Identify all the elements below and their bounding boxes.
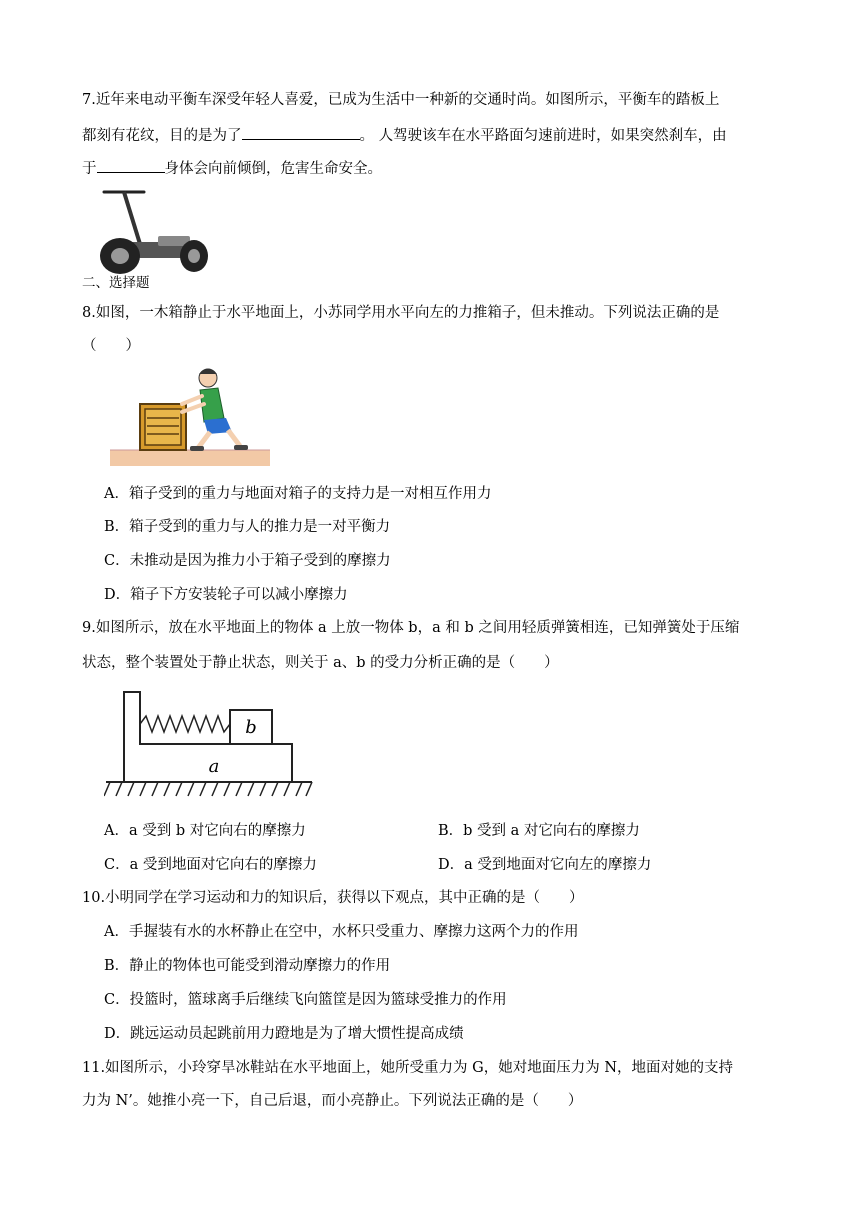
q10-option-b[interactable]: B．静止的物体也可能受到滑动摩擦力的作用 — [104, 958, 391, 974]
q9-line2: 状态，整个装置处于静止状态，则关于 a、b 的受力分析正确的是（ ） — [82, 655, 559, 671]
q9-line1: 9.如图所示，放在水平地面上的物体 a 上放一物体 b，a 和 b 之间用轻质弹簧相连，已知弹簧处于压缩 — [82, 620, 740, 636]
q8-option-b[interactable]: B．箱子受到的重力与人的推力是一对平衡力 — [104, 519, 391, 535]
q7-blank-1[interactable] — [242, 124, 360, 140]
q8-option-a[interactable]: A．箱子受到的重力与地面对箱子的支持力是一对相互作用力 — [104, 486, 492, 502]
boy-pushing-box-figure — [110, 366, 270, 470]
q8-line1: 8.如图，一木箱静止于水平地面上，小苏同学用水平向左的力推箱子，但未推动。下列说法正确的是 — [82, 305, 720, 321]
q11-line1: 11.如图所示，小玲穿旱冰鞋站在水平地面上，她所受重力为 G，她对地面压力为 N，地面对她的支持 — [82, 1060, 734, 1076]
spring-blocks-figure — [104, 688, 316, 800]
q10-option-d[interactable]: D．跳远运动员起跳前用力蹬地是为了增大惯性提高成绩 — [104, 1026, 464, 1042]
q9-option-c[interactable]: C．a 受到地面对它向右的摩擦力 — [104, 857, 317, 873]
q10-line1: 10.小明同学在学习运动和力的知识后，获得以下观点，其中正确的是（ ） — [82, 890, 584, 906]
q10-option-a[interactable]: A．手握装有水的水杯静止在空中，水杯只受重力、摩擦力这两个力的作用 — [104, 924, 579, 940]
q8-option-c[interactable]: C．未推动是因为推力小于箱子受到的摩擦力 — [104, 553, 391, 569]
q8-option-d[interactable]: D．箱子下方安装轮子可以减小摩擦力 — [104, 587, 348, 603]
q11-line2: 力为 N’。她推小亮一下，自己后退，而小亮静止。下列说法正确的是（ ） — [82, 1093, 583, 1109]
q7-line1: 7.近年来电动平衡车深受年轻人喜爱，已成为生活中一种新的交通时尚。如图所示，平衡车的踏板上 — [82, 92, 720, 108]
q9-option-a[interactable]: A．a 受到 b 对它向右的摩擦力 — [104, 823, 306, 839]
balance-scooter-figure — [98, 186, 210, 276]
q8-line2: （ ） — [82, 338, 140, 354]
q9-option-b[interactable]: B．b 受到 a 对它向右的摩擦力 — [438, 823, 640, 839]
q7-line2 — [82, 124, 727, 146]
block-a-label: a — [208, 756, 220, 777]
section2-title: 二、选择题 — [82, 275, 150, 291]
q7-line3 — [82, 157, 382, 179]
q7-blank-2[interactable] — [97, 157, 165, 173]
q7-line3-a: 于 — [82, 161, 97, 177]
q7-line3-b: 身体会向前倾倒，危害生命安全。 — [164, 161, 382, 177]
q10-option-c[interactable]: C．投篮时，篮球离手后继续飞向篮筐是因为篮球受推力的作用 — [104, 992, 507, 1008]
q7-line2-a: 都刻有花纹，目的是为了 — [82, 128, 242, 144]
q9-option-d[interactable]: D．a 受到地面对它向左的摩擦力 — [438, 857, 652, 873]
q7-line2-b: 。 人驾驶该车在水平路面匀速前进时，如果突然刹车，由 — [359, 128, 727, 144]
block-b-label: b — [245, 717, 257, 738]
